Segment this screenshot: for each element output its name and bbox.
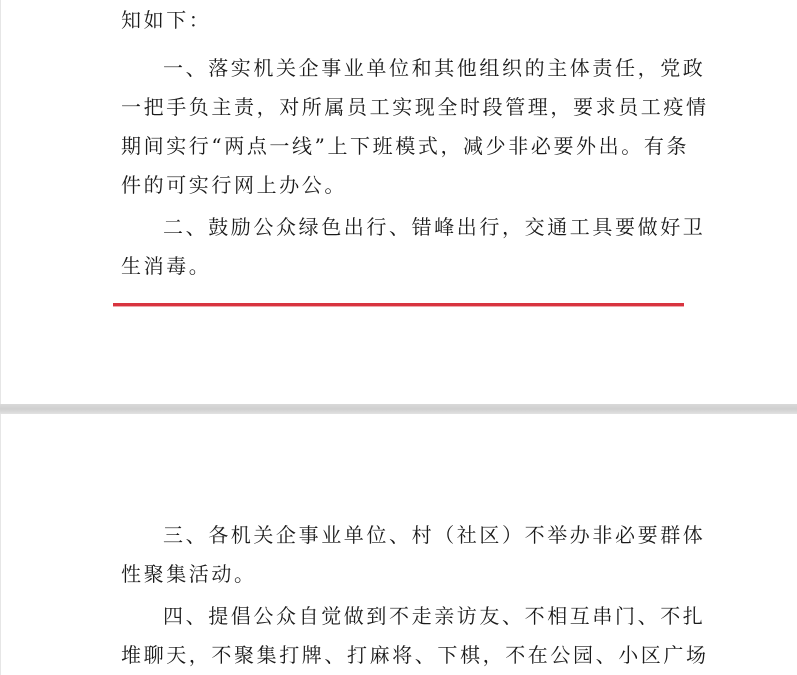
red-separator-rule xyxy=(113,303,684,307)
paragraph-2-line-2: 生消毒。 xyxy=(121,254,212,278)
paragraph-1-line-4: 件的可实行网上办公。 xyxy=(121,173,347,197)
paragraph-1-line-1: 一、落实机关企事业单位和其他组织的主体责任，党政 xyxy=(163,56,706,80)
paragraph-4-line-1: 四、提倡公众自觉做到不走亲访友、不相互串门、不扎 xyxy=(163,604,706,628)
text-line: 知如下： xyxy=(121,8,212,32)
paragraph-3-line-2: 性聚集活动。 xyxy=(121,562,257,586)
document-page-2 xyxy=(0,414,797,675)
paragraph-2-line-1: 二、鼓励公众绿色出行、错峰出行，交通工具要做好卫 xyxy=(163,215,706,239)
paragraph-4-line-2: 堆聊天，不聚集打牌、打麻将、下棋，不在公园、小区广场 xyxy=(121,643,709,667)
paragraph-3-line-1: 三、各机关企事业单位、村（社区）不举办非必要群体 xyxy=(163,523,706,547)
page-break xyxy=(0,404,797,414)
paragraph-1-line-2: 一把手负主责，对所属员工实现全时段管理，要求员工疫情 xyxy=(121,95,709,119)
paragraph-1-line-3: 期间实行“两点一线”上下班模式，减少非必要外出。有条 xyxy=(121,134,690,158)
